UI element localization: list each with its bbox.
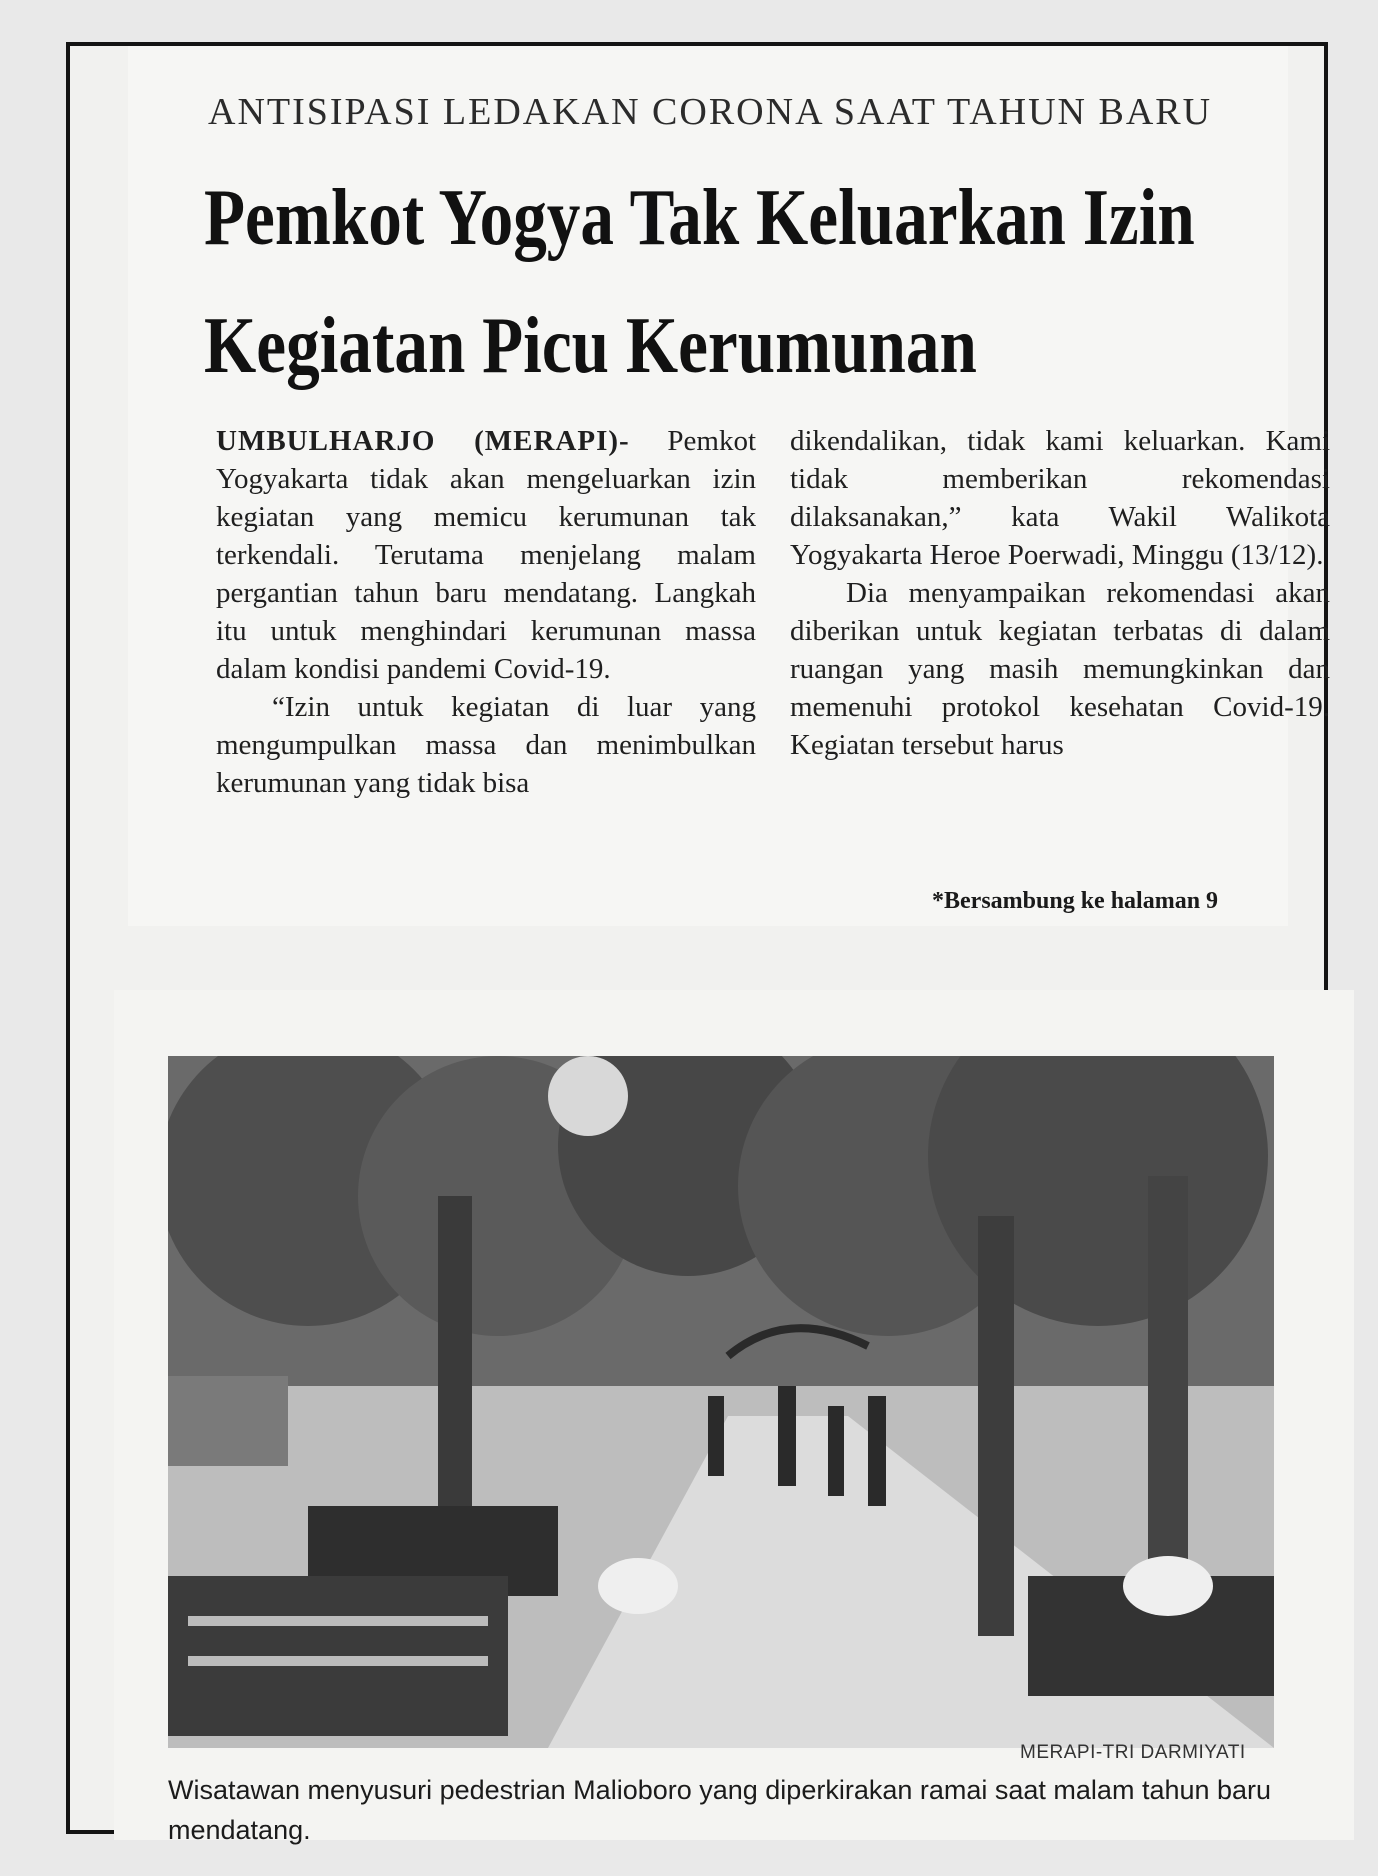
- main-headline: [204, 154, 1195, 410]
- dateline: UMBULHARJO (MERAPI)-: [216, 425, 630, 457]
- continued-note: *Bersambung ke halaman 9: [932, 888, 1219, 914]
- article-paragraph: dikendalikan, tidak kami keluarkan. Kami tidak memberikan rekomendasi dilaksanakan,” kata Wakil Walikota Yogyakarta Heroe Poerwadi, Minggu (13/12).: [790, 425, 1330, 571]
- photo-panel: [114, 990, 1354, 1845]
- article-paragraph: Dia menyampaikan rekomendasi akan diberikan untuk kegiatan terbatas di dalam ruangan yang masih memungkinkan dan memenuhi protokol kesehatan Covid-19. Kegiatan tersebut harus: [790, 577, 1330, 761]
- article-column-left: [216, 422, 756, 802]
- kicker-headline: ANTISIPASI LEDAKAN CORONA SAAT TAHUN BARU: [208, 91, 1213, 133]
- photo-credit: MERAPI-TRI DARMIYATI: [1020, 1742, 1246, 1763]
- headline-line-2: Kegiatan Picu Kerumunan: [204, 302, 977, 390]
- paragraph-text: Pemkot Yogyakarta tidak akan mengeluarkan izin kegiatan yang memicu kerumunan tak terkendali. Terutama menjelang malam pergantian tahun baru mendatang. Langkah itu untuk menghindari kerumunan massa dalam kondisi pandemi Covid-19.: [216, 425, 757, 685]
- article-paragraph: “Izin untuk kegiatan di luar yang mengumpulkan massa dan menimbulkan kerumunan yang tidak bisa: [216, 691, 756, 799]
- malioboro-pedestrian-photo: [168, 1056, 1274, 1748]
- article-block: [128, 46, 1330, 926]
- article-column-right: [790, 422, 1330, 764]
- headline-line-1: Pemkot Yogya Tak Keluarkan Izin: [204, 174, 1195, 262]
- newspaper-clipping: [66, 42, 1330, 1845]
- photo-caption: Wisatawan menyusuri pedestrian Malioboro yang diperkirakan ramai saat malam tahun baru mendatang.: [168, 1775, 1272, 1845]
- article-paragraph: [216, 422, 756, 688]
